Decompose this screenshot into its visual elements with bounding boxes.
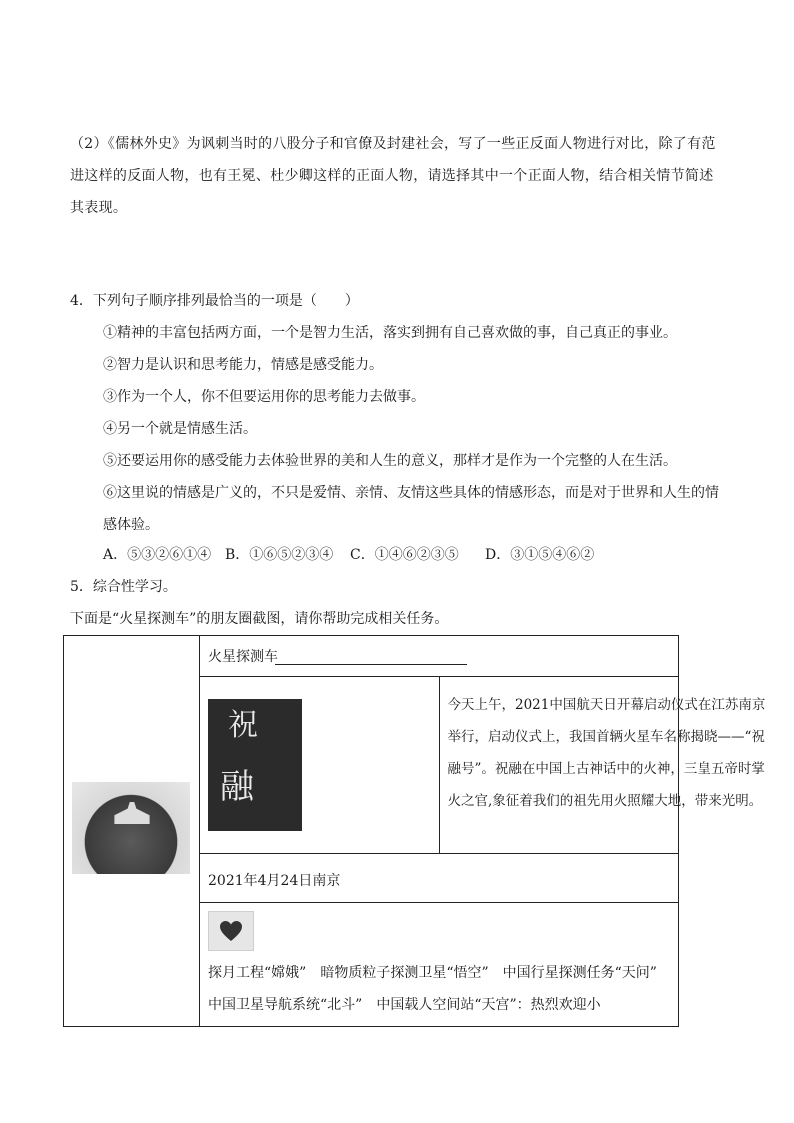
sentence-6-continued: 感体验。	[103, 517, 159, 533]
poster-name: 火星探测车	[208, 649, 278, 665]
zhurong-poster-image	[208, 699, 302, 831]
post-body-cell	[439, 677, 766, 854]
poster-char-2: 融	[220, 767, 254, 807]
sentence-2: ②智力是认识和思考能力，情感是感受能力。	[103, 357, 383, 373]
post-header	[200, 636, 679, 677]
poster-char-1: 祝	[228, 708, 258, 743]
sentence-4: ④另一个就是情感生活。	[103, 421, 257, 437]
avatar	[72, 782, 190, 874]
heart-icon	[219, 920, 243, 942]
option-d: D．③①⑤④⑥②	[485, 547, 595, 563]
question-5-stem: 5．综合性学习。	[70, 579, 177, 595]
likes-cell	[200, 903, 679, 1027]
mars-rover-image	[110, 802, 154, 824]
post-meta	[200, 854, 679, 903]
sentence-5: ⑤还要运用你的感受能力去体验世界的美和人生的意义，那样才是作为一个完整的人在生活。	[103, 453, 677, 469]
post-date-location: 2021年4月24日南京	[208, 873, 341, 889]
option-c: C．①④⑥②③⑤	[350, 547, 459, 563]
name-blank-line	[275, 664, 467, 665]
option-a: A．⑤③②⑥①④	[103, 547, 212, 563]
sentence-6: ⑥这里说的情感是广义的，不只是爱情、亲情、友情这些具体的情感形态，而是对于世界和人生的情	[103, 485, 719, 501]
question-5-intro: 下面是“火星探测车”的朋友圈截图，请你帮助完成相关任务。	[70, 611, 449, 627]
question-2-text: （2）《儒林外史》为讽刺当时的八股分子和官僚及封建社会，写了一些正反面人物进行对比，除了有范进这样的反面人物，也有王冕、杜少卿这样的正面人物，请选择其中一个正面人物，结合相关情节简述其表现。	[70, 136, 716, 216]
avatar-cell	[64, 636, 200, 1027]
like-button[interactable]	[208, 911, 254, 951]
sentence-1: ①精神的丰富包括两方面，一个是智力生活，落实到拥有自己喜欢做的事，自己真正的事业。	[103, 325, 677, 341]
question-4-stem: 4．下列句子顺序排列最恰当的一项是（ ）	[70, 293, 359, 309]
post-image-cell	[200, 677, 440, 854]
option-b: B．①⑥⑤②③④	[225, 547, 334, 563]
likes-list: 探月工程“嫦娥” 暗物质粒子探测卫星“悟空” 中国行星探测任务“天问” 中国卫星导航系统“北斗” 中国载人空间站“天宫”：热烈欢迎小	[208, 965, 671, 1013]
moments-screenshot	[63, 635, 766, 1027]
sentence-3: ③作为一个人，你不但要运用你的思考能力去做事。	[103, 389, 425, 405]
post-body: 今天上午，2021中国航天日开幕启动仪式在江苏南京举行，启动仪式上，我国首辆火星车名称揭晓——“祝融号”。祝融在中国上古神话中的火神，三皇五帝时掌火之官,象征着我们的祖先用火照耀大地，带来光明。	[447, 697, 766, 809]
